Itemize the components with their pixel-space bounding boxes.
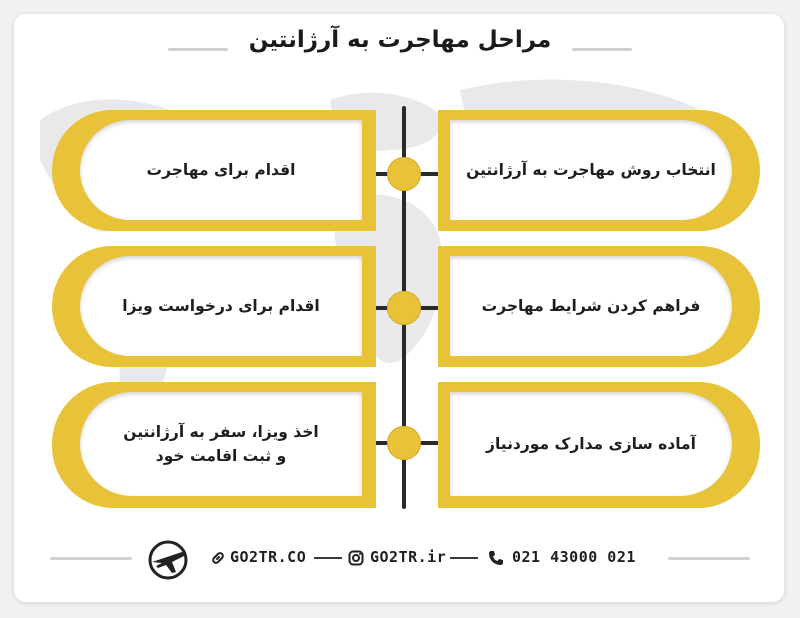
footer-separator (450, 557, 478, 559)
step-box-left-3 (50, 380, 378, 510)
timeline-node (387, 157, 421, 191)
instagram-icon (348, 550, 364, 566)
step-box-right-1 (436, 108, 762, 233)
step-box-left-1 (50, 108, 378, 233)
step-label: آماده سازی مدارک موردنیاز (450, 392, 732, 496)
timeline-node (387, 291, 421, 325)
step-box-right-2 (436, 244, 762, 369)
airplane-logo-icon (146, 538, 190, 582)
step-label: انتخاب روش مهاجرت به آرژانتین (450, 120, 732, 220)
step-label: فراهم کردن شرایط مهاجرت (450, 256, 732, 356)
footer-rule-left (50, 557, 132, 560)
step-label: اخذ ویزا، سفر به آرژانتین و ثبت اقامت خود (80, 392, 362, 496)
footer-separator (314, 557, 342, 559)
footer-website[interactable]: GO2TR.CO (230, 548, 307, 566)
timeline-node (387, 426, 421, 460)
phone-icon (488, 550, 504, 566)
step-label: اقدام برای مهاجرت (80, 120, 362, 220)
title-rule-right (572, 48, 632, 51)
step-label: اقدام برای درخواست ویزا (80, 256, 362, 356)
footer-phone[interactable]: 021 43000 021 (512, 548, 636, 566)
footer-instagram[interactable]: GO2TR.ir (370, 548, 447, 566)
footer-rule-right (668, 557, 750, 560)
step-box-right-3 (436, 380, 762, 510)
page-title: مراحل مهاجرت به آرژانتین (248, 27, 552, 53)
title-rule-left (168, 48, 228, 51)
step-box-left-2 (50, 244, 378, 369)
link-icon (210, 550, 226, 566)
